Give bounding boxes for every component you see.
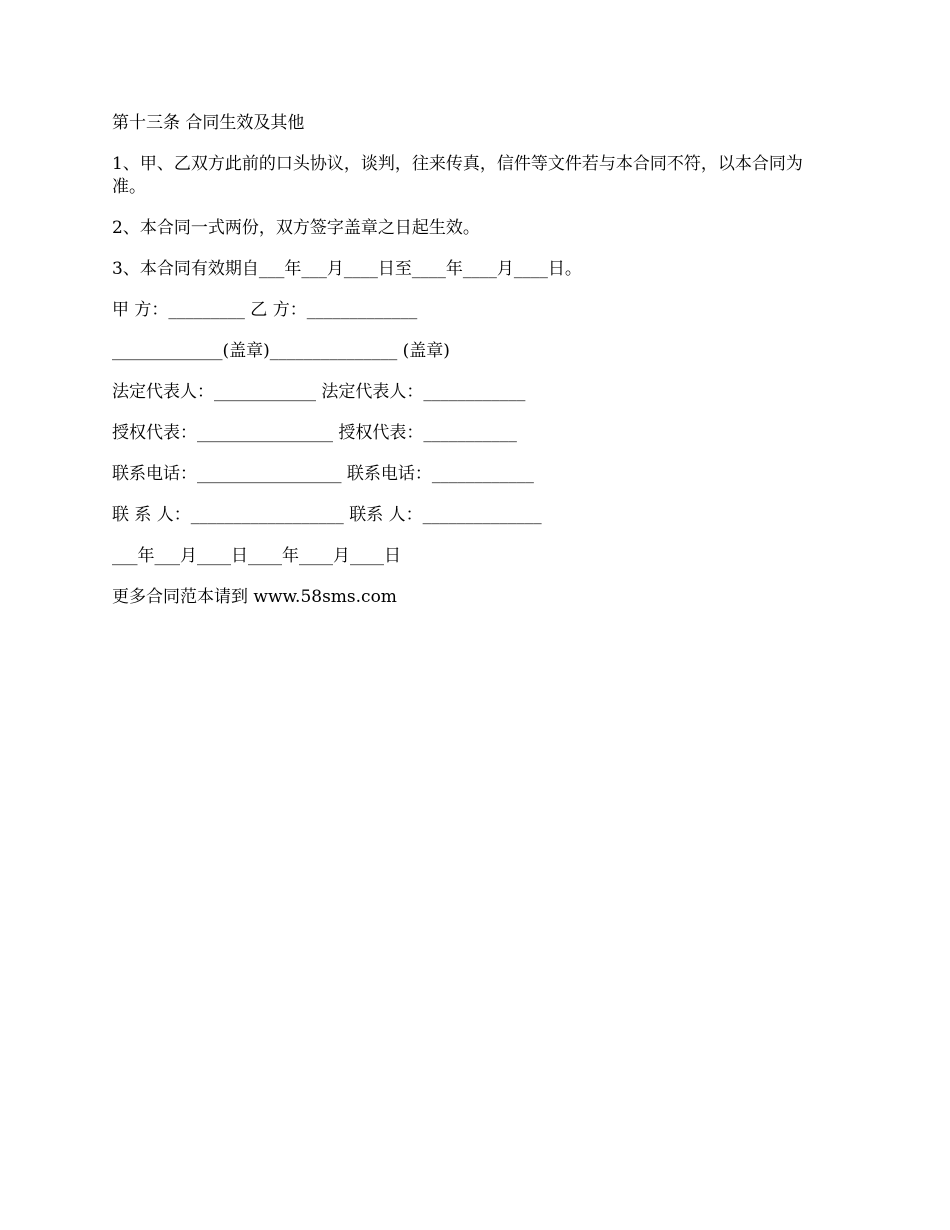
seal-line: _____________(盖章)_______________ (盖章) (112, 341, 450, 361)
document-page (112, 112, 832, 609)
clause-1: 1、甲、乙双方此前的口头协议，谈判，往来传真，信件等文件若与本合同不符，以本合同为准。 (112, 154, 803, 197)
contact-line: 联 系 人：__________________ 联系 人：______________ (112, 505, 542, 525)
phone-line: 联系电话：_________________ 联系电话：____________ (112, 464, 534, 484)
auth-rep-line: 授权代表：________________ 授权代表：___________ (112, 423, 517, 443)
footer-link: 更多合同范本请到 www.58sms.com (112, 587, 397, 607)
section-heading: 第十三条 合同生效及其他 (112, 113, 305, 133)
party-line: 甲 方：_________ 乙 方：_____________ (112, 300, 418, 320)
clause-3: 3、本合同有效期自___年___月____日至____年____月____日。 (112, 259, 582, 279)
legal-rep-line: 法定代表人：____________ 法定代表人：____________ (112, 382, 526, 402)
clause-2: 2、本合同一式两份，双方签字盖章之日起生效。 (112, 218, 480, 238)
date-line: ___年___月____日____年____月____日 (112, 546, 401, 566)
